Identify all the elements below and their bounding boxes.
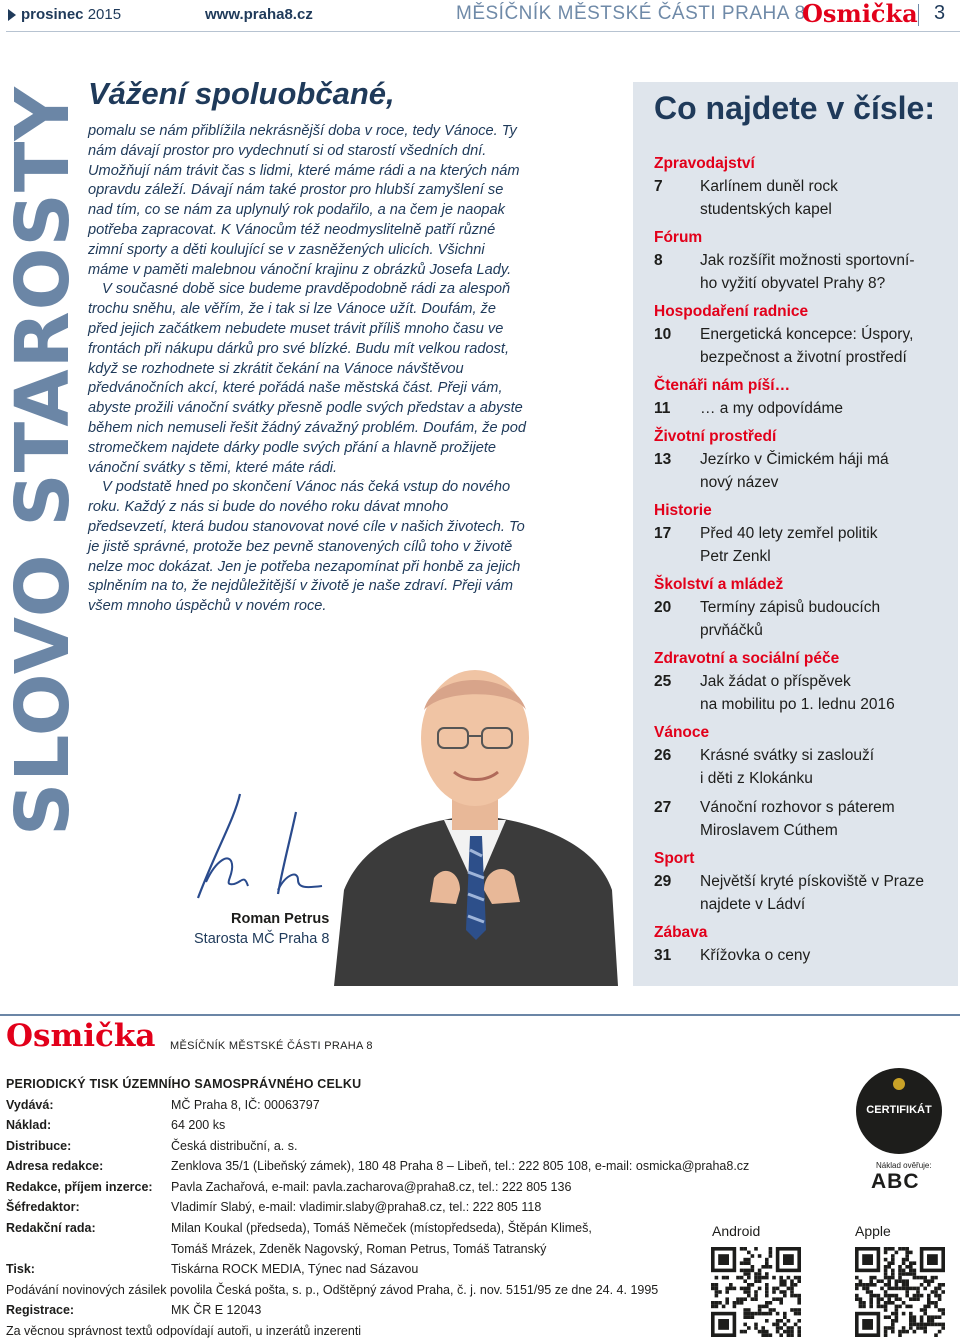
impressum-heading: PERIODICKÝ TISK ÚZEMNÍHO SAMOSPRÁVNÉHO CELKU	[6, 1077, 362, 1091]
impressum-disclaimer: Za věcnou správnost textů odpovídají autoři, u inzerátů inzerenti	[6, 1324, 362, 1338]
entry-page: 13	[654, 451, 672, 468]
entry-page: 8	[654, 252, 663, 269]
entry-page: 25	[654, 673, 672, 690]
impressum-value: Milan Koukal (předseda), Tomáš Němeček (místopředseda), Štěpán Klimeš,	[171, 1221, 592, 1235]
entry-title-line: prvňáčků	[700, 622, 763, 639]
entry-title-line: Krásné svátky si zaslouží	[700, 747, 875, 764]
contents-category: Zdravotní a sociální péče	[654, 650, 840, 667]
contents-category: Fórum	[654, 229, 703, 246]
impressum-magazine: MĚSÍČNÍK MĚSTSKÉ ČÁSTI PRAHA 8	[170, 1040, 373, 1052]
entry-page: 7	[654, 178, 663, 195]
mayor-portrait	[334, 640, 618, 986]
entry-title-line: nový název	[700, 474, 779, 491]
triangle-icon	[8, 9, 16, 21]
signature-name: Roman Petrus	[231, 911, 330, 927]
entry-title-line: Miroslavem Cúthem	[700, 822, 838, 839]
impressum-value: Vladimír Slabý, e-mail: vladimir.slaby@praha8.cz, tel.: 222 805 118	[171, 1200, 542, 1214]
contents-entry[interactable]	[654, 796, 954, 842]
header-rule	[6, 31, 960, 32]
letter-paragraph: V podstatě hned po skončení Vánoc nás čeká vstup do nového roku. Každý z nás si bude do nového roku dávat mnoho předsevzetí, která budou stanovovat nové cíle v našich životech. To je jistě správné, protože bez pevně stanovených cílů toho v životě nelze moc dokázat. Jen je potřeba nezapomínat při honbě za jejich splněním na to, že nejdůležitější v životě je naše zdraví. Přeji vám všem mnoho úspěchů v novém roce.	[88, 479, 525, 615]
letter-body	[88, 122, 528, 617]
impressum-value: Tiskárna ROCK MEDIA, Týnec nad Sázavou	[171, 1262, 419, 1276]
impressum-value: MK ČR E 12043	[171, 1303, 262, 1317]
entry-page: 27	[654, 799, 672, 816]
entry-title-line: Největší kryté pískoviště v Praze	[700, 873, 924, 890]
page-number: 3	[934, 2, 946, 24]
issue-year: 2015	[87, 6, 122, 23]
impressum-key: Registrace:	[6, 1303, 75, 1317]
entry-title-line: i děti z Klokánku	[700, 770, 813, 787]
contents-entry[interactable]	[654, 448, 954, 494]
entry-page: 26	[654, 747, 672, 764]
contents-entry[interactable]	[654, 175, 954, 221]
impressum-rule	[0, 1014, 960, 1016]
entry-title-line: Energetická koncepce: Úspory,	[700, 326, 914, 343]
entry-page: 20	[654, 599, 672, 616]
header-divider	[918, 4, 919, 26]
issue-date	[21, 6, 121, 23]
entry-page: 11	[654, 400, 671, 417]
contents-entry[interactable]	[654, 323, 954, 369]
contents-category: Školství a mládež	[654, 576, 784, 593]
impressum-brand-logo: Osmička	[6, 1018, 156, 1054]
entry-title-line: bezpečnost a životní prostředí	[700, 349, 907, 366]
contents-entry[interactable]	[654, 944, 954, 967]
qr-code-apple[interactable]	[855, 1247, 945, 1337]
entry-page: 29	[654, 873, 672, 890]
entry-title-line: Jak žádat o příspěvek	[700, 673, 851, 690]
entry-title-line: Termíny zápisů budoucích	[700, 599, 881, 616]
entry-title-line: ho vyžití obyvatel Prahy 8?	[700, 275, 886, 292]
entry-title-line: Jak rozšířit možnosti sportovní-	[700, 252, 915, 269]
qr-code-android[interactable]	[711, 1247, 801, 1337]
entry-title-line: Vánoční rozhovor s páterem	[700, 799, 895, 816]
contents-entry[interactable]	[654, 596, 954, 642]
entry-title-line: na mobilitu po 1. lednu 2016	[700, 696, 895, 713]
contents-entry[interactable]	[654, 870, 954, 916]
impressum-key: Distribuce:	[6, 1139, 72, 1153]
letter-paragraph: pomalu se nám přiblížila nekrásnější doba v roce, tedy Vánoce. Ty nám dávají prostor pro vydechnutí si od starostí všedních dní. Umožňují nám trávit čas s lidmi, které máme rádi a na kterých nám opravdu záleží. Dávají nám také prostor pro hlubší zamyšlení se nad tím, co se nám za uplynulý rok podařilo, a na čem je naopak potřeba zapracovat. K Vánocům též neodmyslitelně patří různé zimní sporty a děti koulující se v zasněžených ulicích. Všichni máme v paměti malebnou vánoční krajinu z obrázků Josefa Lady.	[88, 123, 520, 278]
entry-title-line: najdete v Ládví	[700, 896, 806, 913]
signature-title: Starosta MČ Praha 8	[194, 931, 330, 947]
contents-category: Zpravodajství	[654, 155, 755, 172]
impressum-value: Pavla Zachařová, e-mail: pavla.zacharova@praha8.cz, tel.: 222 805 136	[171, 1180, 572, 1194]
letter-greeting: Vážení spoluobčané,	[88, 76, 395, 111]
impressum-value: Zenklova 35/1 (Libeňský zámek), 180 48 Praha 8 – Libeň, tel.: 222 805 108, e-mail: osmicka@praha8.cz	[171, 1159, 750, 1173]
contents-entry[interactable]	[654, 744, 954, 790]
certificate-badge	[856, 1068, 942, 1154]
contents-category: Historie	[654, 502, 712, 519]
entry-title-line: Petr Zenkl	[700, 548, 771, 565]
entry-page: 31	[654, 947, 672, 964]
entry-title-line: Jezírko v Čimickém háji má	[700, 451, 889, 468]
abc-logo: ABC	[871, 1170, 920, 1193]
impressum-key: Redakce, příjem inzerce:	[6, 1180, 153, 1194]
magazine-subtitle: MĚSÍČNÍK MĚSTSKÉ ČÁSTI PRAHA 8	[456, 3, 806, 24]
impressum-key: Vydává:	[6, 1098, 54, 1112]
handwritten-signature	[186, 790, 336, 910]
impressum-value: Tomáš Mrázek, Zdeněk Nagovský, Roman Petrus, Tomáš Tatranský	[171, 1242, 547, 1256]
qr-label-android: Android	[712, 1223, 761, 1239]
contents-list	[654, 153, 954, 967]
impressum-key: Adresa redakce:	[6, 1159, 104, 1173]
brand-logo: Osmička	[802, 0, 918, 28]
impressum-key: Náklad:	[6, 1118, 52, 1132]
entry-page: 10	[654, 326, 672, 343]
issue-month: prosinec	[21, 6, 84, 23]
table-of-contents	[633, 82, 958, 986]
impressum-value: 64 200 ks	[171, 1118, 226, 1132]
audit-label: Náklad ověřuje:	[876, 1161, 932, 1170]
certificate-seal-icon	[893, 1078, 905, 1090]
contents-category: Vánoce	[654, 724, 710, 741]
entry-title-line: Karlínem duněl rock	[700, 178, 838, 195]
contents-entry[interactable]	[654, 249, 954, 295]
contents-category: Zábava	[654, 924, 708, 941]
entry-title-line: Před 40 lety zemřel politik	[700, 525, 878, 542]
contents-category: Čtenáři nám píší…	[654, 377, 791, 394]
impressum-postal: Podávání novinových zásilek povolila Česká pošta, s. p., Odštěpný závod Praha, č. j. nov. 5151/95 ze dne 24. 4. 1995	[6, 1283, 659, 1297]
impressum-value: Česká distribuční, a. s.	[171, 1139, 298, 1153]
contents-category: Hospodaření radnice	[654, 303, 809, 320]
page-header	[0, 0, 960, 32]
entry-title-line: Křížovka o ceny	[700, 947, 811, 964]
contents-category: Sport	[654, 850, 695, 867]
section-title: SLOVO STAROSTY	[0, 86, 86, 836]
entry-title-line: studentských kapel	[700, 201, 832, 218]
contents-category: Životní prostředí	[654, 428, 777, 445]
contents-entry[interactable]	[654, 670, 954, 716]
impressum-key: Šéfredaktor:	[6, 1200, 80, 1214]
letter-paragraph: V současné době sice budeme pravděpodobně rádi za alespoň trochu sněhu, ale věřím, že i tak si lze Vánoce užít. Doufám, že před jejich začátkem nebudete muset trávit příliš mnoho času ve frontách při nákupu dárků pro své blízké. Budu mít velkou radost, když se rozhodnete si zkrátit čekání na Vánoce návštěvou předvánočních akcí, které pořádá naše městská část. Přeji vám, abyste prožili vánoční svátky přesně podle svých představ a abyste během nich nemuseli řešit žádný závažný problém. Doufám, že pod stromečkem najdete dárky podle svých přání a hlavně prožijete vánoční svátky s těmi, které máte rádi.	[88, 281, 527, 476]
website-link[interactable]: www.praha8.cz	[205, 6, 313, 23]
certificate-text: CERTIFIKÁT	[866, 1104, 932, 1116]
contents-entry[interactable]	[654, 397, 954, 420]
entry-title-line: … a my odpovídáme	[700, 400, 844, 417]
contents-title: Co najdete v čísle:	[654, 90, 935, 126]
qr-label-apple: Apple	[855, 1223, 891, 1239]
entry-page: 17	[654, 525, 672, 542]
impressum-key: Tisk:	[6, 1262, 35, 1276]
impressum-key: Redakční rada:	[6, 1221, 96, 1235]
impressum-value: MČ Praha 8, IČ: 00063797	[171, 1098, 320, 1112]
contents-entry[interactable]	[654, 522, 954, 568]
